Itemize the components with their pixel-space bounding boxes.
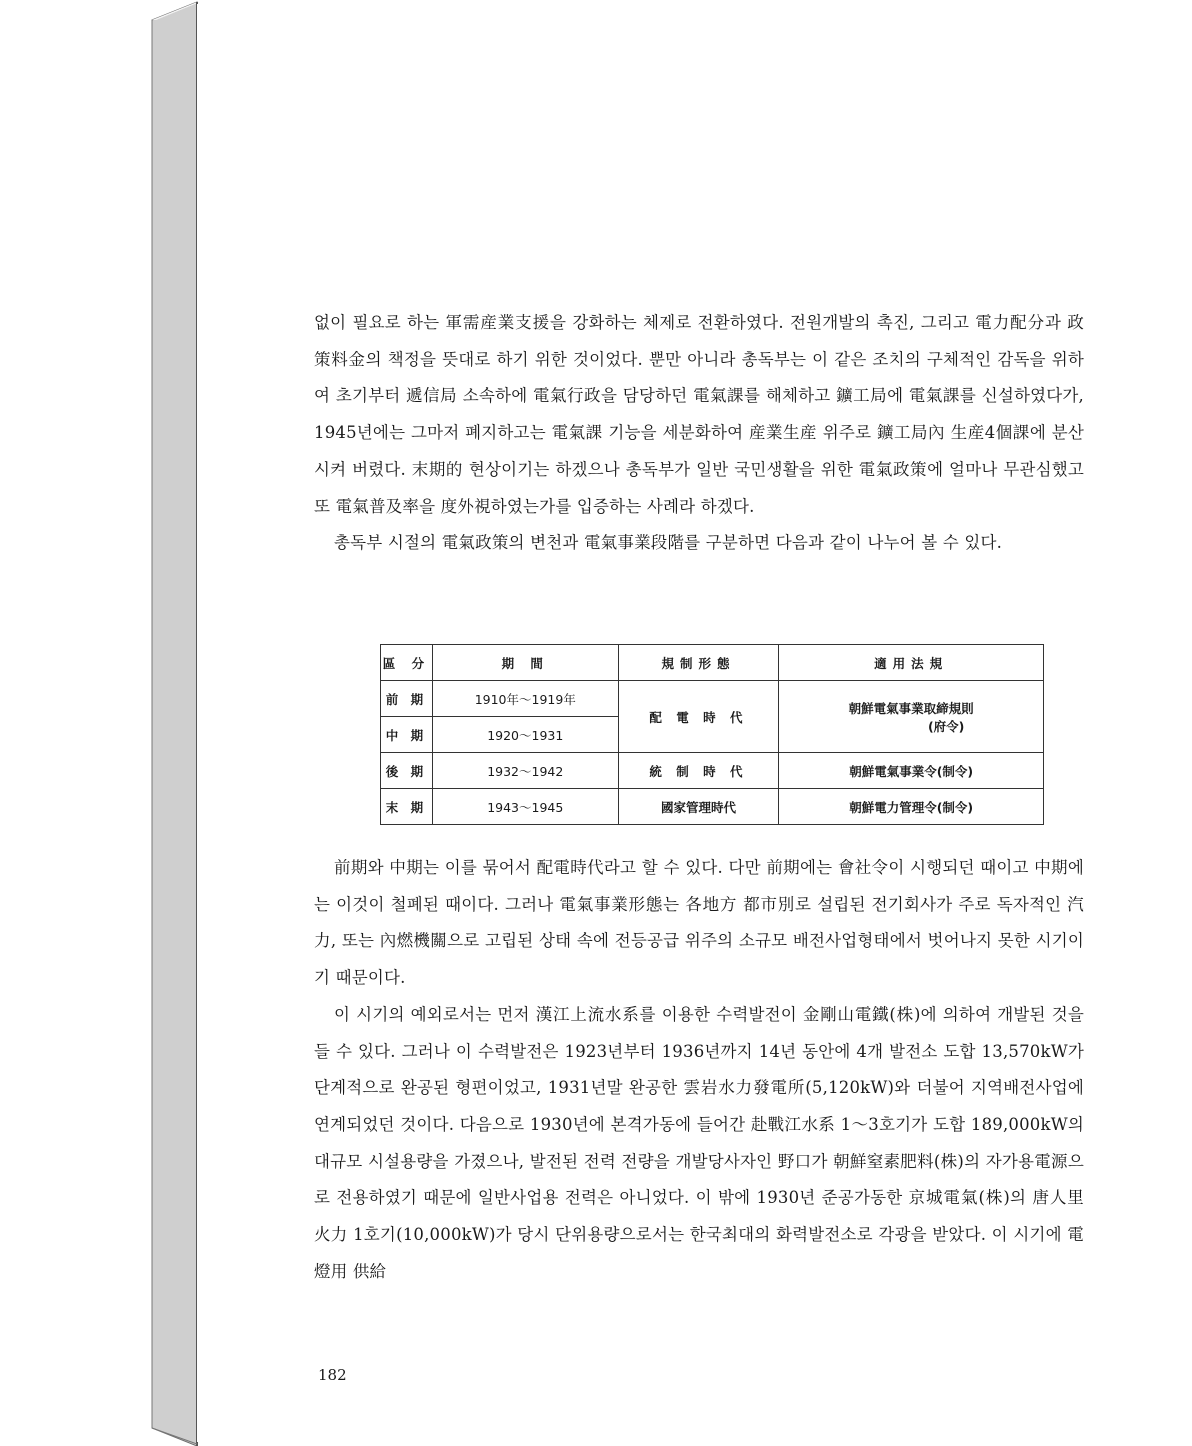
- form-cell: 統 制 時 代: [618, 753, 779, 789]
- form-cell: 配 電 時 代: [618, 681, 779, 753]
- law-name: 朝鮮電氣事業取締規則: [848, 700, 974, 716]
- row-label: 後 期: [381, 753, 433, 789]
- period-cell: 1943～1945: [432, 789, 618, 825]
- period-cell: 1932～1942: [432, 753, 618, 789]
- body-text-bottom: [314, 850, 1084, 1290]
- page-number: 182: [318, 1366, 347, 1384]
- paragraph: 前期와 中期는 이를 묶어서 配電時代라고 할 수 있다. 다만 前期에는 會社令이 시행되던 때이고 中期에는 이것이 철폐된 때이다. 그러나 電氣事業形態는 各地方 都市別로 설립된 전기회사가 주로 독자적인 汽力, 또는 內燃機關으로 고립된 상태 속에 전등공급 위주의 소규모 배전사업형태에서 벗어나지 못한 시기이기 때문이다.: [314, 858, 1084, 988]
- law-type: (府令): [927, 718, 965, 734]
- row-label: 前 期: [381, 681, 433, 717]
- header-regulation-form: 規制形態: [618, 645, 779, 681]
- period-cell: 1910年～1919年: [432, 681, 618, 717]
- form-cell: 國家管理時代: [618, 789, 779, 825]
- paragraph: 없이 필요로 하는 軍需産業支援을 강화하는 체제로 전환하였다. 전원개발의 촉진, 그리고 電力配分과 政策料金의 책정을 뜻대로 하기 위한 것이었다. 뿐만 아니라 총독부는 이 같은 조치의 구체적인 감독을 위하여 초기부터 遞信局 소속하에 電氣行政을 담당하던 電氣課를 해체하고 鑛工局에 電氣課를 신설하였다가, 1945년에는 그마저 폐지하고는 電氣課 기능을 세분화하여 産業生産 위주로 鑛工局內 生産4個課에 분산시켜 버렸다. 末期的 현상이기는 하겠으나 총독부가 일반 국민생활을 위한 電氣政策에 얼마나 무관심했고 또 電氣普及率을 度外視하였는가를 입증하는 사례라 하겠다.: [314, 313, 1084, 516]
- header-applicable-law: 適用法規: [779, 645, 1044, 681]
- law-cell: 朝鮮電氣事業令(制令): [779, 753, 1044, 789]
- row-label: 末 期: [381, 789, 433, 825]
- paragraph: 이 시기의 예외로서는 먼저 漢江上流水系를 이용한 수력발전이 金剛山電鐵(株)에 의하여 개발된 것을 들 수 있다. 그러나 이 수력발전은 1923년부터 1936년까지 14년 동안에 4개 발전소 도합 13,570kW가 단계적으로 완공된 형편이었고, 1931년말 완공한 雲岩水力發電所(5,120kW)와 더불어 지역배전사업에 연계되었던 것이다. 다음으로 1930년에 본격가동에 들어간 赴戰江水系 1～3호기가 도합 189,000kW의 대규모 시설용량을 가졌으나, 발전된 전력 전량을 개발당사자인 野口가 朝鮮窒素肥料(株)의 자가용電源으로 전용하였기 때문에 일반사업용 전력은 아니었다. 이 밖에 1930년 준공가동한 京城電氣(株)의 唐人里火力 1호기(10,000kW)가 당시 단위용량으로서는 한국최대의 화력발전소로 각광을 받았다. 이 시기에 電燈用 供給: [314, 1004, 1084, 1281]
- body-text-top: [314, 305, 1084, 562]
- law-cell: 朝鮮電力管理令(制令): [779, 789, 1044, 825]
- header-division: 區 分: [381, 645, 433, 681]
- row-label: 中 期: [381, 717, 433, 753]
- regulation-periods-table: [380, 644, 1044, 825]
- paragraph: 총독부 시절의 電氣政策의 변천과 電氣事業段階를 구분하면 다음과 같이 나누어 볼 수 있다.: [334, 533, 1003, 553]
- period-cell: 1920～1931: [432, 717, 618, 753]
- header-period: 期 間: [432, 645, 618, 681]
- law-cell: [779, 681, 1044, 753]
